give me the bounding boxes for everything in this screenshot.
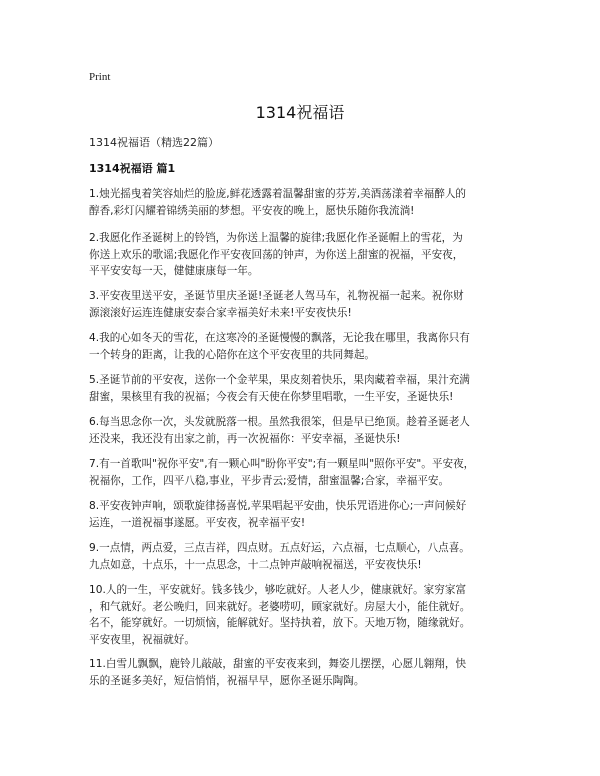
paragraph-line: 你送上欢乐的歌谣;我愿化作平安夜回荡的钟声，为你送上甜蜜的祝福，平安夜， <box>89 248 464 261</box>
paragraph-11 <box>89 656 529 689</box>
document-subtitle: 1314祝福语（精选22篇） <box>89 136 219 149</box>
paragraph-line: 平安夜里，祝福就好。 <box>89 633 195 646</box>
paragraph-line: 名不，能穿就好。一切烦恼，能解就好。坚持执着，放下。天地万物，随缘就好。 <box>89 617 471 629</box>
paragraph-10 <box>89 582 529 648</box>
paragraph-2 <box>89 230 529 280</box>
paragraph-line: 11.白雪儿飘飘，鹿铃儿敲敲，甜蜜的平安夜来到，舞姿儿摆摆，心愿儿翱翔，快 <box>89 658 467 670</box>
paragraph-line: 醇香,彩灯闪耀着锦绣美丽的梦想。平安夜的晚上，愿快乐随你我流淌! <box>89 204 415 217</box>
paragraph-line: 平平安安每一天，健健康康每一年。 <box>89 265 259 277</box>
paragraph-line: 乐的圣诞多美好，短信悄悄，祝福早早，愿你圣诞乐陶陶。 <box>89 674 365 687</box>
page-title: 1314祝福语 <box>255 103 345 122</box>
paragraph-3 <box>89 288 529 321</box>
paragraph-line: 5.圣诞节前的平安夜，送你一个金苹果，果皮刻着快乐，果肉藏着幸福，果汁充满 <box>89 374 470 386</box>
paragraph-line: 还没来，我还没有出家之前，再一次祝福你：平安幸福，圣诞快乐! <box>89 432 401 445</box>
paragraph-line: 甜蜜，果核里有我的祝福；今夜会有天使在你梦里唱歌，一生平安，圣诞快乐! <box>89 390 454 403</box>
paragraph-line: 10.人的一生，平安就好。钱多钱少，够吃就好。人老人少，健康就好。家穷家富 <box>89 584 467 596</box>
paragraph-line: 1.烛光摇曳着笑容灿烂的脸庞,鲜花透露着温馨甜蜜的芬芳,美酒荡漾着幸福醉人的 <box>89 188 467 200</box>
paragraph-line: 8.平安夜钟声响，颂歌旋律扬喜悦,苹果唱起平安曲，快乐咒语进你心;一声问候好 <box>89 500 467 512</box>
paragraph-line: 6.每当思念你一次，头发就脱落一根。虽然我很笨，但是早已绝顶。趁着圣诞老人 <box>89 416 470 428</box>
paragraph-line: 7.有一首歌叫"祝你平安",有一颗心叫"盼你平安";有一颗星叫"照你平安"。平安夜， <box>89 458 475 470</box>
paragraph-line: 2.我愿化作圣诞树上的铃铛，为你送上温馨的旋律;我愿化作圣诞帽上的雪花，为 <box>89 232 463 244</box>
paragraph-9 <box>89 540 529 573</box>
paragraph-4 <box>89 330 529 363</box>
paragraph-6 <box>89 414 529 447</box>
paragraph-line: 运连，一道祝福事遂愿。平安夜，祝幸福平安! <box>89 516 306 529</box>
paragraph-line: 3.平安夜里送平安，圣诞节里庆圣诞!圣诞老人驾马车，礼物祝福一起来。祝你财 <box>89 290 464 302</box>
paragraph-line: 9.一点情，两点爱，三点吉祥，四点财。五点好运，六点福，七点顺心，八点喜。 <box>89 542 470 554</box>
paragraph-7 <box>89 456 529 489</box>
paragraph-line: 源滚滚好运连连健康安泰合家幸福美好未来!平安夜快乐! <box>89 306 352 319</box>
print-link[interactable]: Print <box>89 71 111 83</box>
paragraph-line: 祝福你，工作，四平八稳,事业，平步青云;爱情，甜蜜温馨;合家，幸福平安。 <box>89 474 450 487</box>
paragraph-line: 九点如意，十点乐，十一点思念，十二点钟声敲响祝福送，平安夜快乐! <box>89 558 422 571</box>
paragraph-line: 一个转身的距离，让我的心陪你在这个平安夜里的共同舞起。 <box>89 348 376 361</box>
paragraph-1 <box>89 186 529 219</box>
paragraph-line: ，和气就好。老公晚归，回来就好。老婆唠叨，顾家就好。房屋大小，能住就好。 <box>89 600 471 613</box>
paragraph-8 <box>89 498 529 531</box>
paragraph-line: 4.我的心如冬天的雪花，在这寒冷的圣诞慢慢的飘落，无论我在哪里，我离你只有 <box>89 332 470 344</box>
section-heading: 1314祝福语 篇1 <box>89 162 176 175</box>
paragraph-5 <box>89 372 529 405</box>
